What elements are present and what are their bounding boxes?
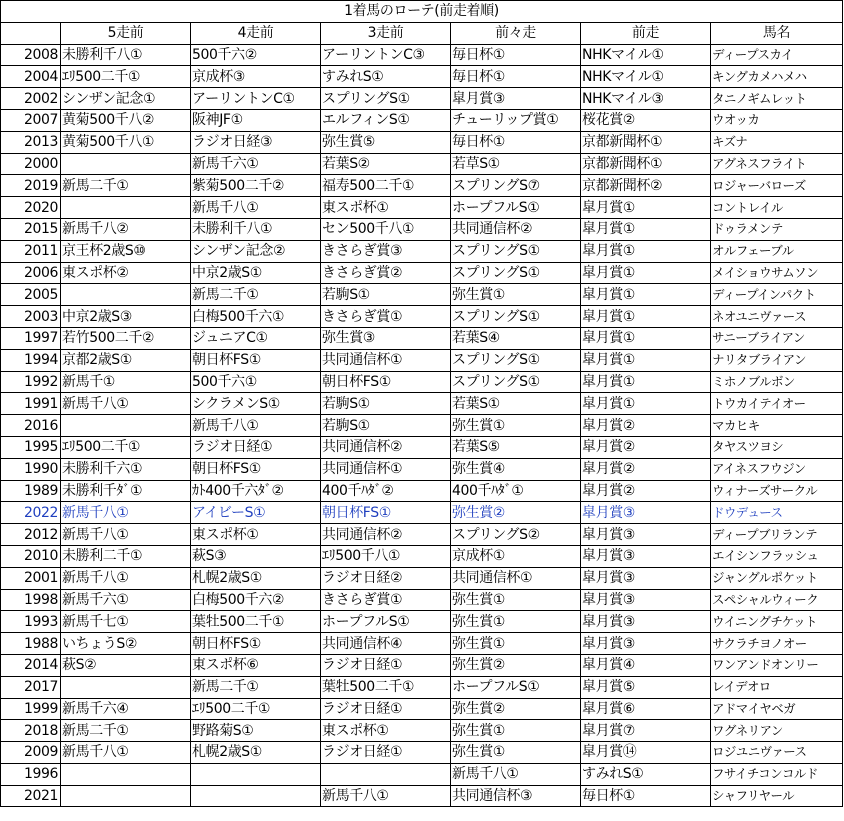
race-5-before-cell: 未勝利千六① [61, 458, 191, 480]
year-cell: 1999 [1, 698, 61, 720]
race-3-before-cell: 弥生賞③ [321, 327, 451, 349]
race-2-before-cell: 京成杯① [451, 545, 581, 567]
previous-race-cell: 皐月賞① [581, 218, 711, 240]
table-row [1, 88, 843, 110]
year-cell: 2016 [1, 415, 61, 437]
previous-race-cell: 皐月賞③ [581, 502, 711, 524]
table-row [1, 218, 843, 240]
race-2-before-cell: 新馬千八① [451, 763, 581, 785]
race-4-before-cell: 新馬千八① [191, 415, 321, 437]
table-row [1, 742, 843, 764]
race-5-before-cell: 新馬千八① [61, 524, 191, 546]
table-row [1, 502, 843, 524]
previous-race-cell: 皐月賞② [581, 458, 711, 480]
race-3-before-cell: ｴﾘ500千八① [321, 545, 451, 567]
table-row [1, 349, 843, 371]
race-2-before-cell: スプリングS① [451, 240, 581, 262]
previous-race-cell: 皐月賞① [581, 262, 711, 284]
previous-race-cell: 皐月賞③ [581, 545, 711, 567]
race-2-before-cell: 若葉S⑤ [451, 436, 581, 458]
table-row [1, 109, 843, 131]
race-4-before-cell: アイビーS① [191, 502, 321, 524]
previous-race-cell: 皐月賞① [581, 349, 711, 371]
table-row [1, 371, 843, 393]
race-2-before-cell: スプリングS⑦ [451, 175, 581, 197]
race-2-before-cell: 皐月賞③ [451, 88, 581, 110]
race-4-before-cell: ラジオ日経① [191, 436, 321, 458]
table-row [1, 720, 843, 742]
race-3-before-cell: すみれS① [321, 66, 451, 88]
race-4-before-cell: 朝日杯FS① [191, 633, 321, 655]
race-3-before-cell: ラジオ日経① [321, 742, 451, 764]
race-2-before-cell: 弥生賞① [451, 633, 581, 655]
table-row [1, 415, 843, 437]
previous-race-cell: 皐月賞③ [581, 611, 711, 633]
header-horse-name: 馬名 [711, 22, 843, 44]
horse-name-cell: ジャングルポケット [711, 567, 843, 589]
race-5-before-cell: 中京2歳S③ [61, 306, 191, 328]
race-3-before-cell: ラジオ日経① [321, 698, 451, 720]
header-year [1, 22, 61, 44]
year-cell: 2018 [1, 720, 61, 742]
race-2-before-cell: 弥生賞① [451, 611, 581, 633]
race-4-before-cell [191, 763, 321, 785]
race-4-before-cell: 阪神JF① [191, 109, 321, 131]
race-4-before-cell: シンザン記念② [191, 240, 321, 262]
race-2-before-cell: 共同通信杯② [451, 218, 581, 240]
race-2-before-cell: 若葉S① [451, 393, 581, 415]
table-row [1, 763, 843, 785]
horse-name-cell: タニノギムレット [711, 88, 843, 110]
year-cell: 1990 [1, 458, 61, 480]
race-2-before-cell: 弥生賞① [451, 720, 581, 742]
race-3-before-cell: 若駒S① [321, 284, 451, 306]
race-3-before-cell: 葉牡500二千① [321, 676, 451, 698]
race-3-before-cell: スプリングS① [321, 88, 451, 110]
race-5-before-cell: 京王杯2歳S⑩ [61, 240, 191, 262]
table-row [1, 785, 843, 807]
race-5-before-cell: いちょうS② [61, 633, 191, 655]
previous-race-cell: 皐月賞① [581, 240, 711, 262]
race-4-before-cell: 500千六① [191, 371, 321, 393]
race-3-before-cell: 若駒S① [321, 415, 451, 437]
previous-race-cell: 皐月賞② [581, 480, 711, 502]
race-5-before-cell: 新馬千八① [61, 502, 191, 524]
horse-name-cell: ワグネリアン [711, 720, 843, 742]
race-5-before-cell: 未勝利二千① [61, 545, 191, 567]
year-cell: 2010 [1, 545, 61, 567]
horse-name-cell: ミホノブルボン [711, 371, 843, 393]
race-3-before-cell: きさらぎ賞① [321, 589, 451, 611]
horse-name-cell: ディープブリランテ [711, 524, 843, 546]
race-2-before-cell: 弥生賞① [451, 415, 581, 437]
race-3-before-cell: ラジオ日経① [321, 654, 451, 676]
race-4-before-cell: 新馬千八① [191, 197, 321, 219]
table-row [1, 66, 843, 88]
race-5-before-cell: 新馬千八① [61, 567, 191, 589]
header-previous-race: 前走 [581, 22, 711, 44]
race-5-before-cell: 未勝利千八① [61, 44, 191, 66]
horse-name-cell: ウイニングチケット [711, 611, 843, 633]
race-5-before-cell: 新馬千八① [61, 742, 191, 764]
year-cell: 2015 [1, 218, 61, 240]
year-cell: 2017 [1, 676, 61, 698]
race-3-before-cell: 共同通信杯① [321, 349, 451, 371]
horse-name-cell: ドゥラメンテ [711, 218, 843, 240]
race-2-before-cell: 弥生賞② [451, 698, 581, 720]
horse-name-cell: コントレイル [711, 197, 843, 219]
race-5-before-cell: ｴﾘ500二千① [61, 436, 191, 458]
race-3-before-cell: 若葉S② [321, 153, 451, 175]
race-3-before-cell: 弥生賞⑤ [321, 131, 451, 153]
race-5-before-cell: 黄菊500千八① [61, 131, 191, 153]
race-3-before-cell: アーリントンC③ [321, 44, 451, 66]
race-5-before-cell: 新馬千七① [61, 611, 191, 633]
year-cell: 1994 [1, 349, 61, 371]
horse-name-cell: ロジユニヴァース [711, 742, 843, 764]
table-row [1, 589, 843, 611]
horse-name-cell: キングカメハメハ [711, 66, 843, 88]
header-3-races-before: 3走前 [321, 22, 451, 44]
race-4-before-cell: 葉牡500二千① [191, 611, 321, 633]
race-4-before-cell: ジュニアC① [191, 327, 321, 349]
race-4-before-cell: 朝日杯FS① [191, 349, 321, 371]
table-row [1, 480, 843, 502]
race-3-before-cell: 朝日杯FS① [321, 371, 451, 393]
race-3-before-cell: きさらぎ賞② [321, 262, 451, 284]
table-row [1, 284, 843, 306]
race-4-before-cell: 東スポ杯① [191, 524, 321, 546]
table-row [1, 44, 843, 66]
table-row [1, 197, 843, 219]
race-5-before-cell: 新馬二千① [61, 720, 191, 742]
previous-race-cell: NHKマイル① [581, 66, 711, 88]
race-5-before-cell: 新馬千六④ [61, 698, 191, 720]
race-3-before-cell: 福寿500二千① [321, 175, 451, 197]
horse-name-cell: タヤスツヨシ [711, 436, 843, 458]
horse-name-cell: エイシンフラッシュ [711, 545, 843, 567]
horse-name-cell: スペシャルウィーク [711, 589, 843, 611]
race-3-before-cell: 新馬千八① [321, 785, 451, 807]
table-row [1, 393, 843, 415]
race-2-before-cell: 共同通信杯① [451, 567, 581, 589]
race-5-before-cell [61, 785, 191, 807]
race-5-before-cell: 萩S② [61, 654, 191, 676]
year-cell: 2001 [1, 567, 61, 589]
horse-name-cell: ウオッカ [711, 109, 843, 131]
horse-name-cell: トウカイテイオー [711, 393, 843, 415]
race-5-before-cell: 新馬二千① [61, 175, 191, 197]
previous-race-cell: 毎日杯① [581, 785, 711, 807]
year-cell: 2005 [1, 284, 61, 306]
year-cell: 2013 [1, 131, 61, 153]
race-4-before-cell: 新馬二千① [191, 284, 321, 306]
race-3-before-cell: 共同通信杯① [321, 458, 451, 480]
race-2-before-cell: 毎日杯① [451, 66, 581, 88]
table-row [1, 524, 843, 546]
race-2-before-cell: 共同通信杯③ [451, 785, 581, 807]
year-cell: 1997 [1, 327, 61, 349]
race-5-before-cell: 新馬千八① [61, 393, 191, 415]
horse-name-cell: サクラチヨノオー [711, 633, 843, 655]
race-4-before-cell: 京成杯③ [191, 66, 321, 88]
race-3-before-cell: 共同通信杯② [321, 524, 451, 546]
race-4-before-cell: 札幌2歳S① [191, 742, 321, 764]
race-2-before-cell: スプリングS① [451, 349, 581, 371]
previous-race-cell: 皐月賞① [581, 327, 711, 349]
race-3-before-cell: 朝日杯FS① [321, 502, 451, 524]
race-4-before-cell: 野路菊S① [191, 720, 321, 742]
race-4-before-cell: 500千六② [191, 44, 321, 66]
previous-race-cell: 皐月賞⑥ [581, 698, 711, 720]
race-5-before-cell: 若竹500二千② [61, 327, 191, 349]
horse-name-cell: メイショウサムソン [711, 262, 843, 284]
race-4-before-cell: 萩S③ [191, 545, 321, 567]
horse-name-cell: アイネスフウジン [711, 458, 843, 480]
table-row [1, 240, 843, 262]
previous-race-cell: 皐月賞① [581, 197, 711, 219]
table-row [1, 327, 843, 349]
table-row [1, 633, 843, 655]
table-title: 1着馬のローテ(前走着順) [1, 1, 843, 23]
horse-name-cell: ディープインパクト [711, 284, 843, 306]
horse-name-cell: アドマイヤベガ [711, 698, 843, 720]
year-cell: 2007 [1, 109, 61, 131]
race-5-before-cell [61, 676, 191, 698]
year-cell: 1995 [1, 436, 61, 458]
horse-name-cell: マカヒキ [711, 415, 843, 437]
race-3-before-cell: エルフィンS① [321, 109, 451, 131]
race-4-before-cell [191, 785, 321, 807]
race-5-before-cell: 東スポ杯② [61, 262, 191, 284]
previous-race-cell: 京都新聞杯① [581, 131, 711, 153]
race-3-before-cell: ラジオ日経② [321, 567, 451, 589]
table-row [1, 545, 843, 567]
previous-race-cell: 皐月賞① [581, 393, 711, 415]
year-cell: 2006 [1, 262, 61, 284]
horse-name-cell: ドウデュース [711, 502, 843, 524]
year-cell: 1996 [1, 763, 61, 785]
race-2-before-cell: チューリップ賞① [451, 109, 581, 131]
race-5-before-cell [61, 197, 191, 219]
header-row [1, 22, 843, 44]
race-5-before-cell: ｴﾘ500二千① [61, 66, 191, 88]
previous-race-cell: 皐月賞③ [581, 524, 711, 546]
race-4-before-cell: 中京2歳S① [191, 262, 321, 284]
horse-name-cell: オルフェーブル [711, 240, 843, 262]
year-cell: 1998 [1, 589, 61, 611]
race-2-before-cell: ホープフルS① [451, 676, 581, 698]
year-cell: 1991 [1, 393, 61, 415]
horse-name-cell: レイデオロ [711, 676, 843, 698]
year-cell: 2004 [1, 66, 61, 88]
race-2-before-cell: スプリングS② [451, 524, 581, 546]
header-4-races-before: 4走前 [191, 22, 321, 44]
table-row [1, 458, 843, 480]
previous-race-cell: すみれS① [581, 763, 711, 785]
horse-name-cell: ロジャーバローズ [711, 175, 843, 197]
year-cell: 2011 [1, 240, 61, 262]
previous-race-cell: NHKマイル③ [581, 88, 711, 110]
race-2-before-cell: 400千ﾊﾀﾞ① [451, 480, 581, 502]
race-5-before-cell: 新馬千① [61, 371, 191, 393]
race-2-before-cell: 毎日杯① [451, 44, 581, 66]
header-5-races-before: 5走前 [61, 22, 191, 44]
previous-race-cell: 京都新聞杯① [581, 153, 711, 175]
race-3-before-cell: きさらぎ賞③ [321, 240, 451, 262]
race-4-before-cell: ラジオ日経③ [191, 131, 321, 153]
year-cell: 1992 [1, 371, 61, 393]
year-cell: 2020 [1, 197, 61, 219]
year-cell: 1993 [1, 611, 61, 633]
previous-race-cell: 皐月賞① [581, 284, 711, 306]
race-4-before-cell: 白梅500千六① [191, 306, 321, 328]
previous-race-cell: 皐月賞⑭ [581, 742, 711, 764]
table-row [1, 153, 843, 175]
previous-race-cell: 皐月賞① [581, 371, 711, 393]
race-5-before-cell: 黄菊500千八② [61, 109, 191, 131]
race-2-before-cell: 若葉S④ [451, 327, 581, 349]
race-3-before-cell: 共同通信杯② [321, 436, 451, 458]
race-5-before-cell [61, 284, 191, 306]
previous-race-cell: 皐月賞③ [581, 589, 711, 611]
race-2-before-cell: 弥生賞① [451, 742, 581, 764]
race-5-before-cell: 新馬千八② [61, 218, 191, 240]
race-5-before-cell [61, 415, 191, 437]
race-5-before-cell: シンザン記念① [61, 88, 191, 110]
race-4-before-cell: 新馬千六① [191, 153, 321, 175]
horse-name-cell: シャフリヤール [711, 785, 843, 807]
horse-name-cell: ディープスカイ [711, 44, 843, 66]
table-row [1, 654, 843, 676]
previous-race-cell: 皐月賞② [581, 436, 711, 458]
race-2-before-cell: スプリングS① [451, 306, 581, 328]
race-5-before-cell [61, 153, 191, 175]
race-4-before-cell: 東スポ杯⑥ [191, 654, 321, 676]
year-cell: 2003 [1, 306, 61, 328]
race-4-before-cell: シクラメンS① [191, 393, 321, 415]
horse-name-cell: ウィナーズサークル [711, 480, 843, 502]
previous-race-cell: 桜花賞② [581, 109, 711, 131]
year-cell: 2014 [1, 654, 61, 676]
horse-name-cell: ネオユニヴァース [711, 306, 843, 328]
table-row [1, 262, 843, 284]
year-cell: 2008 [1, 44, 61, 66]
race-3-before-cell: きさらぎ賞① [321, 306, 451, 328]
race-3-before-cell: 400千ﾊﾀﾞ② [321, 480, 451, 502]
race-4-before-cell: ｶﾄ400千六ﾀﾞ② [191, 480, 321, 502]
race-3-before-cell: 若駒S① [321, 393, 451, 415]
year-cell: 2002 [1, 88, 61, 110]
previous-race-cell: 皐月賞② [581, 415, 711, 437]
race-2-before-cell: 弥生賞② [451, 502, 581, 524]
table-row [1, 436, 843, 458]
previous-race-cell: 皐月賞⑦ [581, 720, 711, 742]
race-4-before-cell: ｴﾘ500二千① [191, 698, 321, 720]
race-3-before-cell: 東スポ杯① [321, 197, 451, 219]
race-2-before-cell: 弥生賞① [451, 589, 581, 611]
year-cell: 2012 [1, 524, 61, 546]
race-3-before-cell: セン500千八① [321, 218, 451, 240]
year-cell: 1988 [1, 633, 61, 655]
header-2-races-before: 前々走 [451, 22, 581, 44]
previous-race-cell: 皐月賞⑤ [581, 676, 711, 698]
race-4-before-cell: 紫菊500二千② [191, 175, 321, 197]
title-row [1, 1, 843, 23]
table-row [1, 131, 843, 153]
year-cell: 1989 [1, 480, 61, 502]
year-cell: 2019 [1, 175, 61, 197]
table-row [1, 567, 843, 589]
previous-race-cell: 皐月賞① [581, 306, 711, 328]
horse-name-cell: サニーブライアン [711, 327, 843, 349]
race-3-before-cell: ホープフルS① [321, 611, 451, 633]
horse-name-cell: ワンアンドオンリー [711, 654, 843, 676]
race-4-before-cell: 未勝利千八① [191, 218, 321, 240]
race-4-before-cell: 新馬二千① [191, 676, 321, 698]
race-4-before-cell: 白梅500千六② [191, 589, 321, 611]
previous-race-cell: 皐月賞④ [581, 654, 711, 676]
table-row [1, 611, 843, 633]
race-4-before-cell: 札幌2歳S① [191, 567, 321, 589]
table-row [1, 698, 843, 720]
race-2-before-cell: 弥生賞① [451, 284, 581, 306]
year-cell: 2000 [1, 153, 61, 175]
race-5-before-cell [61, 763, 191, 785]
race-2-before-cell: 弥生賞② [451, 654, 581, 676]
horse-name-cell: フサイチコンコルド [711, 763, 843, 785]
horse-name-cell: ナリタブライアン [711, 349, 843, 371]
race-2-before-cell: ホープフルS① [451, 197, 581, 219]
race-3-before-cell: 共同通信杯④ [321, 633, 451, 655]
race-4-before-cell: 朝日杯FS① [191, 458, 321, 480]
year-cell: 2021 [1, 785, 61, 807]
year-cell: 2022 [1, 502, 61, 524]
race-2-before-cell: 毎日杯① [451, 131, 581, 153]
race-5-before-cell: 未勝利千ﾀﾞ① [61, 480, 191, 502]
race-4-before-cell: アーリントンC① [191, 88, 321, 110]
race-2-before-cell: スプリングS① [451, 371, 581, 393]
previous-race-cell: 京都新聞杯② [581, 175, 711, 197]
race-3-before-cell [321, 763, 451, 785]
race-5-before-cell: 新馬千六① [61, 589, 191, 611]
race-2-before-cell: 若草S① [451, 153, 581, 175]
previous-race-cell: 皐月賞③ [581, 633, 711, 655]
previous-race-cell: 皐月賞③ [581, 567, 711, 589]
race-2-before-cell: 弥生賞④ [451, 458, 581, 480]
table-row [1, 676, 843, 698]
horse-name-cell: キズナ [711, 131, 843, 153]
race-2-before-cell: スプリングS① [451, 262, 581, 284]
table-row [1, 175, 843, 197]
year-cell: 2009 [1, 742, 61, 764]
previous-race-cell: NHKマイル① [581, 44, 711, 66]
race-3-before-cell: 東スポ杯① [321, 720, 451, 742]
race-5-before-cell: 京都2歳S① [61, 349, 191, 371]
table-row [1, 306, 843, 328]
horse-name-cell: アグネスフライト [711, 153, 843, 175]
